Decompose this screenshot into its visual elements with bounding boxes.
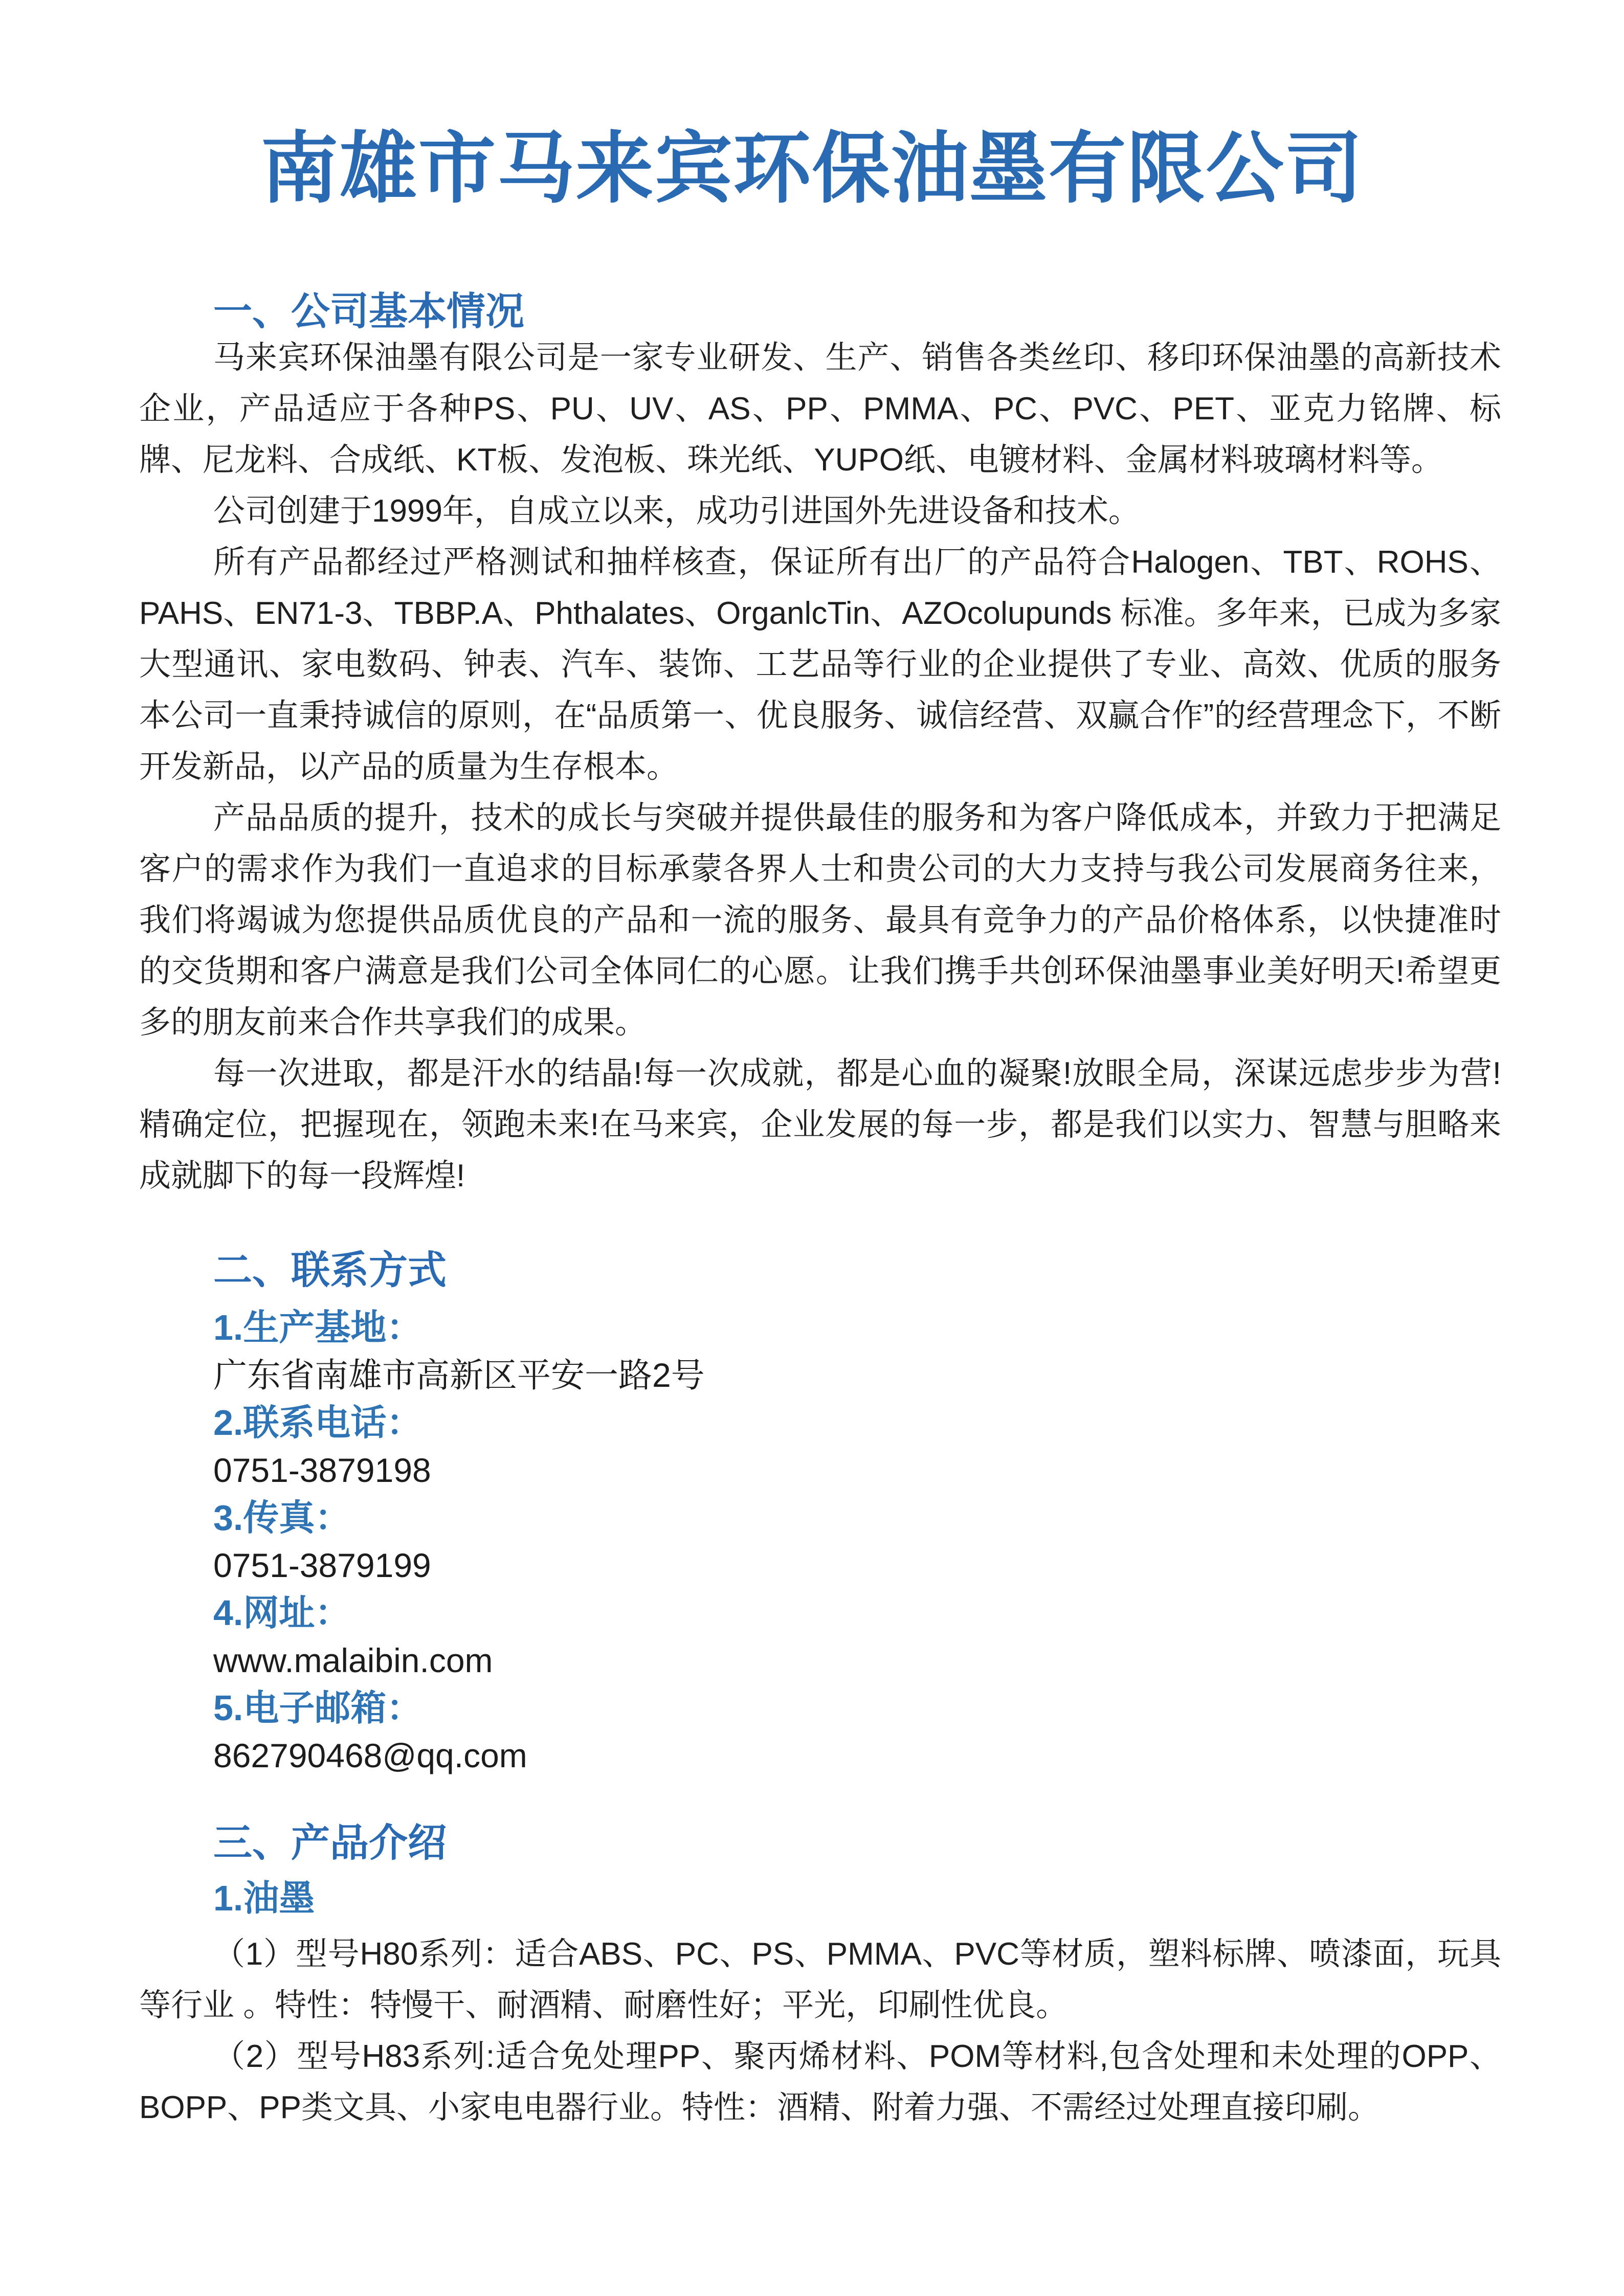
paragraph-product-h80: （1）型号H80系列：适合ABS、PC、PS、PMMA、PVC等材质，塑料标牌、喷漆面，玩具等行业 。特性：特慢干、耐酒精、耐磨性好；平光，印刷性优良。 [139, 1937, 1501, 2023]
contact-label-phone: 2.联系电话： [213, 1403, 422, 1443]
section-heading-products: 三、产品介绍 [213, 1821, 447, 1865]
paragraph-company-spirit: 每一次进取，都是汗水的结晶!每一次成就，都是心血的凝聚!放眼全局，深谋远虑步步为营!精确定位，把握现在，领跑未来!在马来宾，企业发展的每一步，都是我们以实力、智慧与胆略来成就脚下的每一段辉煌! [139, 1056, 1501, 1194]
contact-value-website: www.malaibin.com [213, 1641, 493, 1679]
contact-value-fax: 0751-3879199 [213, 1546, 431, 1584]
paragraph-quality-standards: 所有产品都经过严格测试和抽样核查，保证所有出厂的产品符合Halogen、TBT、ROHS、PAHS、EN71-3、TBBP.A、Phthalates、OrganlcTin、AZOcolupunds 标准。多年来，已成为多家大型通讯、家电数码、钟表、汽车、装饰、工艺品等行业的企业提供了专业、高效、优质的服务本公司一直秉持诚信的原则，在“品质第一、优良服务、诚信经营、双赢合作”的经营理念下，不断开发新品，以产品的质量为生存根本。 [139, 545, 1501, 784]
paragraph-product-h83: （2）型号H83系列:适合免处理PP、聚丙烯材料、POM等材料,包含处理和未处理的OPP、BOPP、PP类文具、小家电电器行业。特性：酒精、附着力强、不需经过处理直接印刷。 [139, 2039, 1501, 2125]
document-content [139, 291, 1501, 2133]
contact-list [213, 1304, 1501, 1780]
subheading-ink: 1.油墨 [213, 1878, 315, 1918]
contact-value-phone: 0751-3879198 [213, 1451, 431, 1489]
contact-label-website: 4.网址： [213, 1593, 351, 1633]
section-heading-contact: 二、联系方式 [213, 1249, 447, 1292]
contact-value-address: 广东省南雄市高新区平安一路2号 [213, 1356, 705, 1394]
paragraph-company-founded: 公司创建于1999年，自成立以来，成功引进国外先进设备和技术。 [213, 493, 1140, 529]
paragraph-service-commitment: 产品品质的提升，技术的成长与突破并提供最佳的服务和为客户降低成本，并致力于把满足客户的需求作为我们一直追求的目标承蒙各界人士和贵公司的大力支持与我公司发展商务往来，我们将竭诚为您提供品质优良的产品和一流的服务、最具有竞争力的产品价格体系，以快捷准时的交货期和客户满意是我们公司全体同仁的心愿。让我们携手共创环保油墨事业美好明天!希望更多的朋友前来合作共享我们的成果。 [139, 800, 1501, 1040]
contact-label-email: 5.电子邮箱： [213, 1688, 422, 1728]
page-title: 南雄市马来宾环保油墨有限公司 [260, 125, 1364, 212]
contact-label-fax: 3.传真： [213, 1498, 351, 1538]
contact-value-email: 862790468@qq.com [213, 1737, 527, 1774]
section-heading-company-overview: 一、公司基本情况 [213, 290, 524, 333]
paragraph-company-intro: 马来宾环保油墨有限公司是一家专业研发、生产、销售各类丝印、移印环保油墨的高新技术企业，产品适应于各种PS、PU、UV、AS、PP、PMMA、PC、PVC、PET、亚克力铭牌、标牌、尼龙料、合成纸、KT板、发泡板、珠光纸、YUPO纸、电镀材料、金属材料玻璃材料等。 [139, 340, 1501, 478]
contact-label-production-base: 1.生产基地： [213, 1308, 422, 1347]
